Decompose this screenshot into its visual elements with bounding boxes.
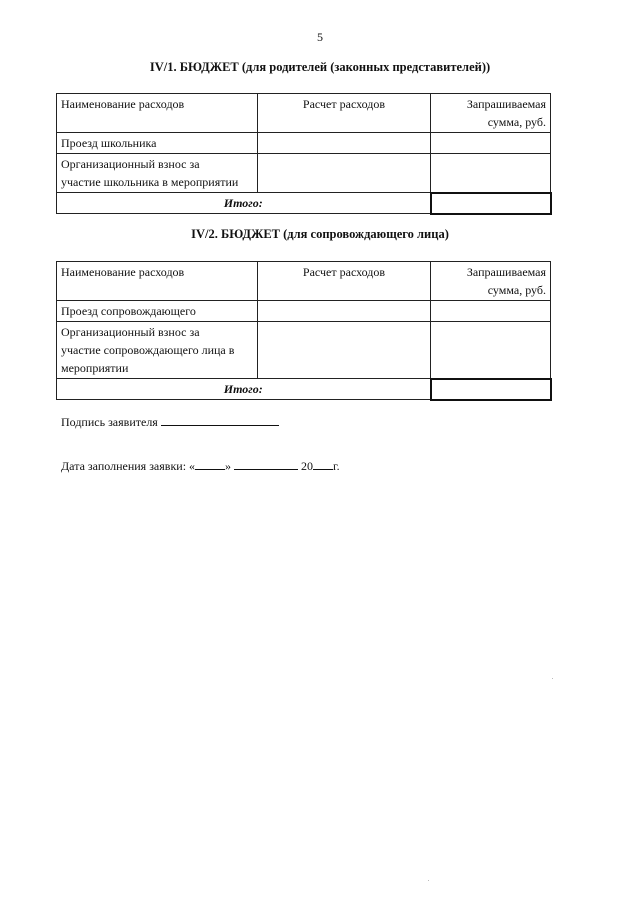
budget-table-escort xyxy=(56,261,552,401)
expense-name-cell: Организационный взнос за участие сопровождающего лица в мероприятии xyxy=(57,322,258,379)
total-amount-cell[interactable] xyxy=(431,379,551,400)
page-number: 5 xyxy=(317,30,323,44)
header-expense-name: Наименование расходов xyxy=(57,262,258,301)
total-label: Итого: xyxy=(57,193,431,214)
requested-amount-cell[interactable] xyxy=(431,301,551,322)
expense-calculation-cell[interactable] xyxy=(258,154,431,193)
header-requested-amount: Запрашиваемая сумма, руб. xyxy=(431,262,551,301)
budget-table-parents xyxy=(56,93,552,215)
table-row xyxy=(57,322,551,379)
table-total-row xyxy=(57,193,551,214)
table-row xyxy=(57,133,551,154)
signature-label: Подпись заявителя xyxy=(61,415,158,429)
year-blank[interactable] xyxy=(313,458,333,470)
scan-speck xyxy=(552,678,553,679)
expense-name-cell: Проезд сопровождающего xyxy=(57,301,258,322)
section-title-parents-budget: IV/1. БЮДЖЕТ (для родителей (законных представителей)) xyxy=(149,60,491,74)
signature-blank[interactable] xyxy=(161,414,279,426)
expense-calculation-cell[interactable] xyxy=(258,322,431,379)
total-label: Итого: xyxy=(57,379,431,400)
table-row xyxy=(57,301,551,322)
requested-amount-cell[interactable] xyxy=(431,154,551,193)
table-header-row xyxy=(57,94,551,133)
header-expense-calculation: Расчет расходов xyxy=(258,94,431,133)
header-requested-amount: Запрашиваемая сумма, руб. xyxy=(431,94,551,133)
month-blank[interactable] xyxy=(234,458,298,470)
expense-name-cell: Проезд школьника xyxy=(57,133,258,154)
header-expense-calculation: Расчет расходов xyxy=(258,262,431,301)
table-row xyxy=(57,154,551,193)
table-total-row xyxy=(57,379,551,400)
expense-calculation-cell[interactable] xyxy=(258,301,431,322)
day-blank[interactable] xyxy=(195,458,225,470)
requested-amount-cell[interactable] xyxy=(431,133,551,154)
requested-amount-cell[interactable] xyxy=(431,322,551,379)
scan-speck xyxy=(428,880,429,881)
expense-calculation-cell[interactable] xyxy=(258,133,431,154)
fill-date-line: Дата заполнения заявки: « » 20 г. xyxy=(61,459,340,473)
section-title-escort-budget: IV/2. БЮДЖЕТ (для сопровождающего лица) xyxy=(191,227,449,241)
total-amount-cell[interactable] xyxy=(431,193,551,214)
signature-line xyxy=(61,414,279,430)
expense-name-cell: Организационный взнос за участие школьника в мероприятии xyxy=(57,154,258,193)
fill-date-label: Дата заполнения заявки: « xyxy=(61,459,196,473)
table-header-row xyxy=(57,262,551,301)
header-expense-name: Наименование расходов xyxy=(57,94,258,133)
